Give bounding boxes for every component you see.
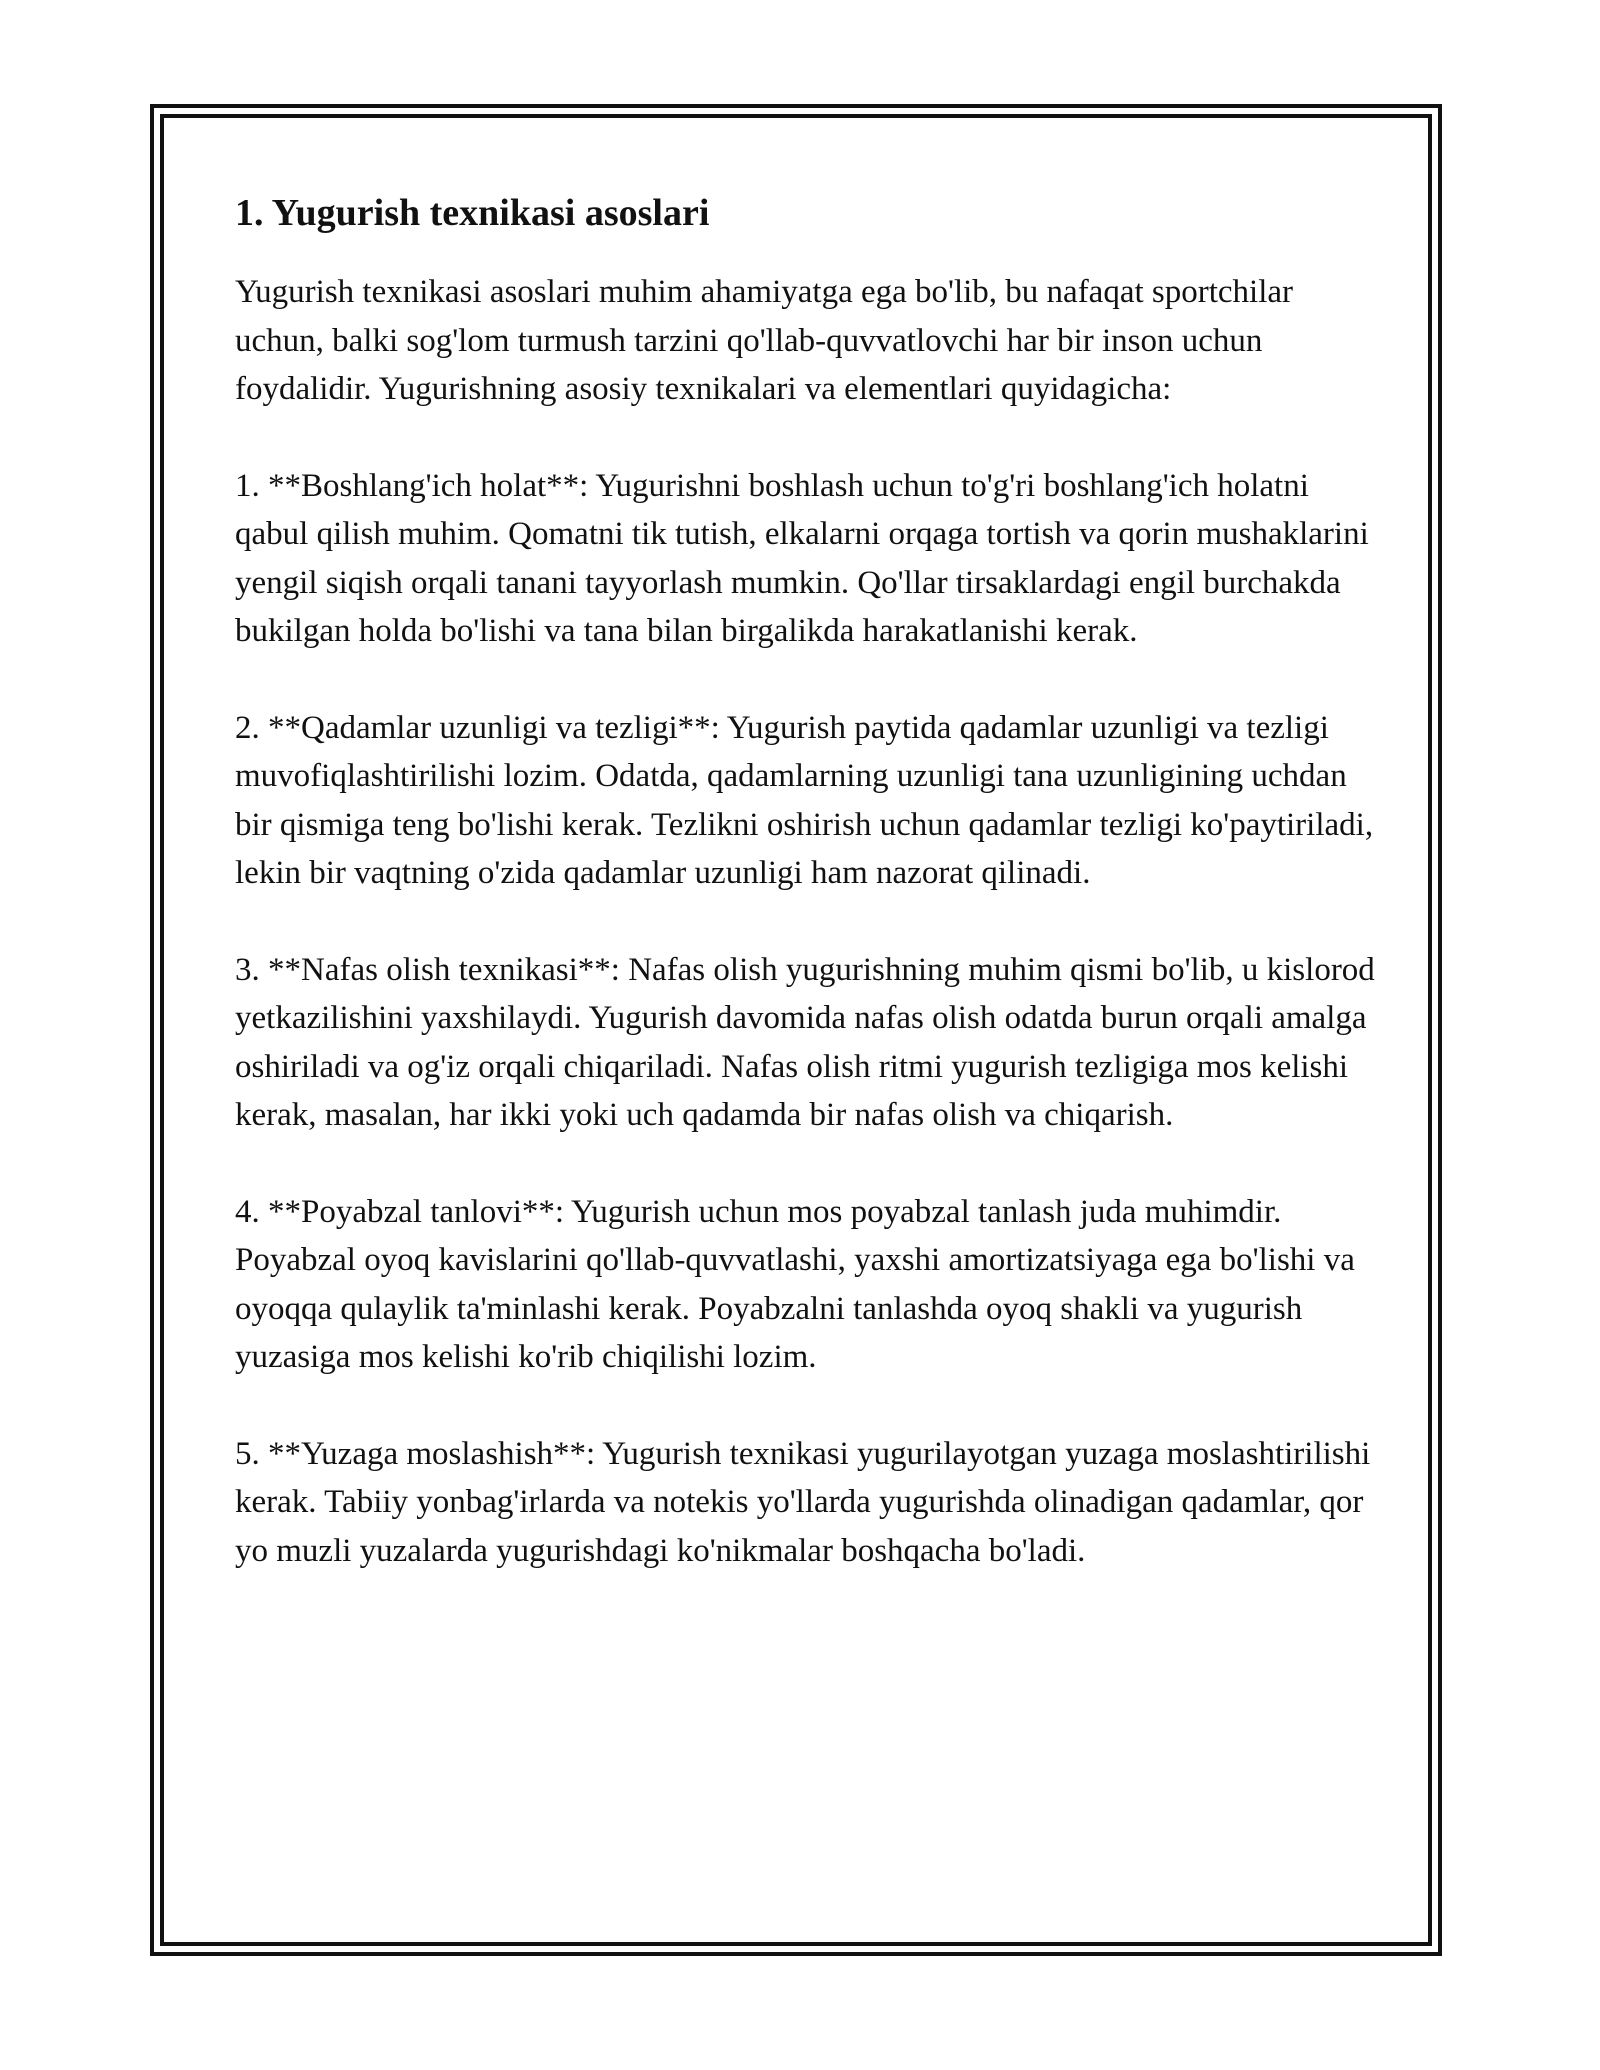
document-body xyxy=(235,182,1375,1623)
section-heading: 1. Yugurish texnikasi asoslari xyxy=(235,192,710,234)
list-item-starting-position: 1. **Boshlang'ich holat**: Yugurishni boshlash uchun to'g'ri boshlang'ich holatni qabul qilish muhim. Qomatni tik tutish, elkalarni orqaga tortish va qorin mushaklarini yengil siqish orqali tanani tayyorlash mumkin. Qo'llar tirsaklardagi engil burchakda bukilgan holda bo'lishi va tana bilan birgalikda harakatlanishi kerak. xyxy=(235,467,1369,649)
list-item-breathing-technique: 3. **Nafas olish texnikasi**: Nafas olish yugurishning muhim qismi bo'lib, u kislorod yetkazilishini yaxshilaydi. Yugurish davomida nafas olish odatda burun orqali amalga oshiriladi va og'iz orqali chiqariladi. Nafas olish ritmi yugurish tezligiga mos kelishi kerak, masalan, har ikki yoki uch qadamda bir nafas olish va chiqarish. xyxy=(235,951,1375,1133)
list-item-surface-adaptation: 5. **Yuzaga moslashish**: Yugurish texnikasi yugurilayotgan yuzaga moslashtirilishi kerak. Tabiiy yonbag'irlarda va notekis yo'llarda yugurishda olinadigan qadamlar, qor yo muzli yuzalarda yugurishdagi ko'nikmalar boshqacha bo'ladi. xyxy=(235,1435,1371,1569)
list-item-footwear-choice: 4. **Poyabzal tanlovi**: Yugurish uchun mos poyabzal tanlash juda muhimdir. Poyabzal oyoq kavislarini qo'llab-quvvatlashi, yaxshi amortizatsiyaga ega bo'lishi va oyoqqa qulaylik ta'minlashi kerak. Poyabzalni tanlashda oyoq shakli va yugurish yuzasiga mos kelishi ko'rib chiqilishi lozim. xyxy=(235,1193,1355,1375)
intro-paragraph: Yugurish texnikasi asoslari muhim ahamiyatga ega bo'lib, bu nafaqat sportchilar uchun, balki sog'lom turmush tarzini qo'llab-quvvatlovchi har bir inson uchun foydalidir. Yugurishning asosiy texnikalari va elementlari quyidagicha: xyxy=(235,274,1294,407)
list-item-stride-length-speed: 2. **Qadamlar uzunligi va tezligi**: Yugurish paytida qadamlar uzunligi va tezligi muvofiqlashtirilishi lozim. Odatda, qadamlarning uzunligi tana uzunligining uchdan bir qismiga teng bo'lishi kerak. Tezlikni oshirish uchun qadamlar tezligi ko'paytiriladi, lekin bir vaqtning o'zida qadamlar uzunligi ham nazorat qilinadi. xyxy=(235,709,1374,891)
